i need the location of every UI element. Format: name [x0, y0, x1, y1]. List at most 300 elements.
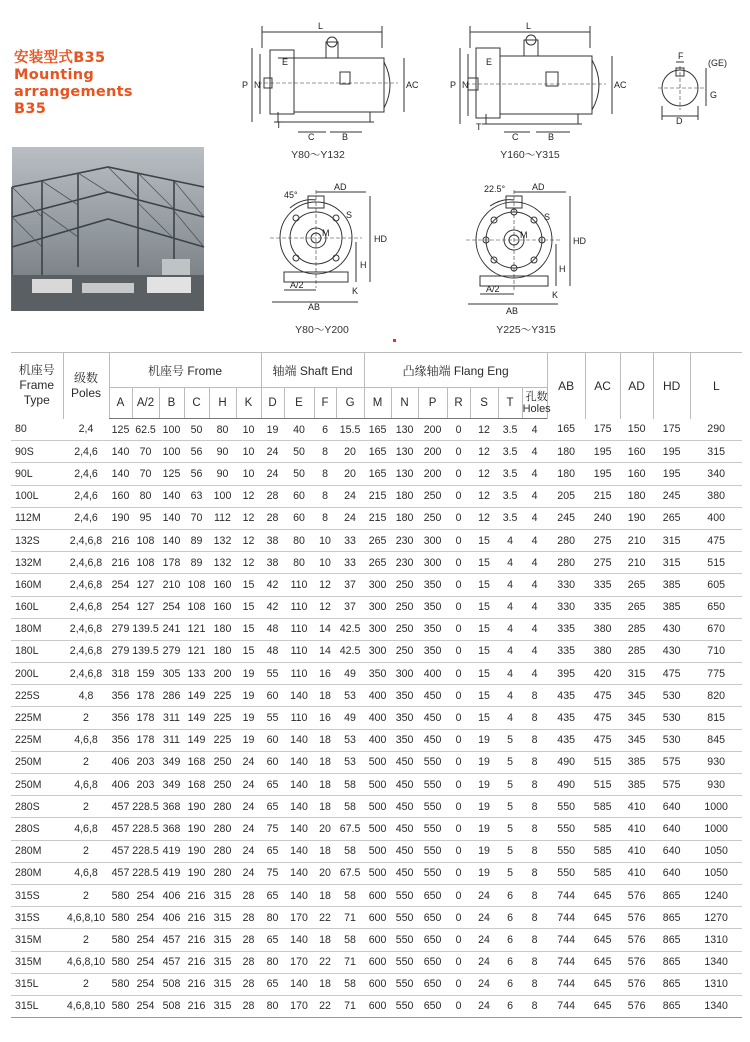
table-cell: 18	[314, 751, 336, 773]
dim-label-S: S	[346, 210, 353, 220]
poles-cell: 2,4,6,8	[63, 596, 109, 618]
table-cell: 250	[209, 774, 236, 796]
table-cell: 500	[364, 796, 391, 818]
table-cell: 140	[159, 507, 184, 529]
table-cell: 0	[447, 685, 470, 707]
table-cell: 70	[184, 507, 209, 529]
table-cell: 24	[336, 485, 364, 507]
table-cell: 28	[236, 951, 261, 973]
frame-type-cell: 180M	[11, 618, 63, 640]
table-cell: 127	[132, 574, 159, 596]
table-cell: 195	[585, 463, 620, 485]
table-cell: 550	[391, 973, 418, 995]
table-cell: 580	[109, 884, 132, 906]
table-cell: 435	[547, 685, 585, 707]
table-cell: 80	[261, 907, 284, 929]
table-cell: 435	[547, 729, 585, 751]
table-cell: 0	[447, 640, 470, 662]
table-cell: 6	[498, 995, 522, 1017]
frame-type-cell: 90S	[11, 441, 63, 463]
header-frame-cn: 机座号	[18, 363, 55, 378]
table-cell: 48	[261, 618, 284, 640]
table-cell: 56	[184, 441, 209, 463]
table-cell: 160	[620, 441, 653, 463]
table-cell: 335	[585, 574, 620, 596]
table-cell: 10	[236, 441, 261, 463]
table-cell: 930	[690, 751, 742, 773]
table-cell: 10	[314, 552, 336, 574]
table-cell: 576	[620, 884, 653, 906]
table-cell: 645	[585, 884, 620, 906]
table-cell: 8	[522, 818, 547, 840]
table-cell: 6	[498, 973, 522, 995]
table-cell: 0	[447, 663, 470, 685]
table-cell: 165	[364, 441, 391, 463]
table-cell: 58	[336, 774, 364, 796]
table-cell: 110	[284, 640, 314, 662]
table-cell: 4	[498, 552, 522, 574]
header-group-shaft-end: 轴端 Shaft End	[261, 353, 364, 388]
table-cell: 190	[184, 796, 209, 818]
table-cell: 500	[364, 818, 391, 840]
table-cell: 640	[653, 840, 690, 862]
table-cell: 350	[364, 663, 391, 685]
table-row	[11, 685, 742, 707]
table-cell: 8	[522, 796, 547, 818]
table-cell: 311	[159, 707, 184, 729]
header-holes-cn: 孔数	[525, 391, 548, 403]
table-cell: 475	[585, 729, 620, 751]
header-R: R	[447, 388, 470, 419]
table-cell: 215	[364, 507, 391, 529]
table-row	[11, 419, 742, 441]
table-row	[11, 729, 742, 751]
table-cell: 600	[364, 973, 391, 995]
table-cell: 744	[547, 884, 585, 906]
table-cell: 180	[391, 485, 418, 507]
frame-type-cell: 315L	[11, 995, 63, 1017]
dim-label-AD: AD	[532, 182, 545, 192]
table-cell: 110	[284, 707, 314, 729]
table-cell: 5	[498, 751, 522, 773]
header-F: F	[314, 388, 336, 419]
table-cell: 19	[236, 663, 261, 685]
table-cell: 75	[261, 862, 284, 884]
table-cell: 12	[236, 552, 261, 574]
dim-label-B: B	[548, 132, 555, 142]
table-cell: 265	[653, 507, 690, 529]
frame-type-cell: 160L	[11, 596, 63, 618]
header-E: E	[284, 388, 314, 419]
header-holes-en: Holes	[522, 403, 551, 415]
table-cell: 20	[314, 818, 336, 840]
table-cell: 215	[364, 485, 391, 507]
table-cell: 585	[585, 840, 620, 862]
end-small-angle-label: 45°	[284, 190, 298, 200]
table-cell: 744	[547, 929, 585, 951]
table-cell: 0	[447, 951, 470, 973]
side-view-drawing-large	[446, 18, 626, 143]
dim-label-F: F	[678, 51, 684, 61]
table-cell: 350	[391, 729, 418, 751]
table-cell: 71	[336, 907, 364, 929]
dim-label-HD: HD	[573, 236, 586, 246]
table-cell: 12	[470, 419, 498, 441]
table-cell: 350	[391, 685, 418, 707]
table-cell: 550	[418, 796, 447, 818]
table-cell: 865	[653, 929, 690, 951]
table-cell: 203	[132, 774, 159, 796]
table-cell: 275	[585, 552, 620, 574]
table-cell: 350	[418, 596, 447, 618]
table-cell: 228.5	[132, 862, 159, 884]
frame-type-cell: 100L	[11, 485, 63, 507]
table-cell: 12	[236, 507, 261, 529]
table-cell: 149	[184, 707, 209, 729]
table-row	[11, 618, 742, 640]
table-cell: 12	[470, 507, 498, 529]
table-cell: 490	[547, 774, 585, 796]
table-cell: 19	[470, 840, 498, 862]
table-cell: 110	[284, 574, 314, 596]
mounting-title	[14, 50, 184, 118]
table-row	[11, 884, 742, 906]
table-cell: 24	[236, 774, 261, 796]
table-cell: 8	[522, 907, 547, 929]
table-cell: 80	[132, 485, 159, 507]
table-cell: 110	[284, 596, 314, 618]
table-cell: 19	[236, 729, 261, 751]
table-cell: 8	[314, 485, 336, 507]
table-cell: 60	[284, 507, 314, 529]
header-group-flange: 凸缘轴端 Flang Eng	[364, 353, 547, 388]
frame-type-cell: 250M	[11, 751, 63, 773]
table-cell: 530	[653, 729, 690, 751]
table-cell: 1310	[690, 929, 742, 951]
table-cell: 475	[585, 685, 620, 707]
table-cell: 254	[132, 884, 159, 906]
table-cell: 4	[498, 663, 522, 685]
table-cell: 4	[522, 529, 547, 551]
header-M: M	[364, 388, 391, 419]
table-cell: 457	[159, 929, 184, 951]
table-cell: 210	[159, 574, 184, 596]
table-cell: 19	[470, 818, 498, 840]
table-cell: 744	[547, 951, 585, 973]
table-cell: 650	[418, 951, 447, 973]
table-cell: 0	[447, 818, 470, 840]
table-cell: 450	[391, 774, 418, 796]
table-cell: 8	[522, 862, 547, 884]
frame-type-cell: 280M	[11, 862, 63, 884]
table-cell: 22	[314, 995, 336, 1017]
table-cell: 5	[498, 796, 522, 818]
table-cell: 216	[184, 884, 209, 906]
table-cell: 4	[522, 640, 547, 662]
table-cell: 95	[132, 507, 159, 529]
table-cell: 15	[236, 640, 261, 662]
table-cell: 178	[132, 707, 159, 729]
table-cell: 585	[585, 818, 620, 840]
table-cell: 10	[236, 419, 261, 441]
table-row	[11, 818, 742, 840]
table-cell: 80	[209, 419, 236, 441]
table-row	[11, 774, 742, 796]
table-cell: 19	[236, 707, 261, 729]
table-cell: 400	[364, 707, 391, 729]
table-cell: 130	[391, 419, 418, 441]
table-cell: 140	[284, 818, 314, 840]
table-cell: 108	[132, 552, 159, 574]
table-cell: 49	[336, 707, 364, 729]
table-cell: 48	[261, 640, 284, 662]
table-cell: 406	[109, 751, 132, 773]
table-cell: 18	[314, 774, 336, 796]
table-cell: 600	[364, 907, 391, 929]
table-cell: 315	[209, 995, 236, 1017]
header-B: B	[159, 388, 184, 419]
table-cell: 216	[109, 529, 132, 551]
table-cell: 190	[184, 840, 209, 862]
poles-cell: 4,6,8,10	[63, 907, 109, 929]
table-cell: 0	[447, 485, 470, 507]
table-cell: 19	[470, 751, 498, 773]
table-cell: 0	[447, 840, 470, 862]
dim-label-AC: AC	[614, 80, 627, 90]
table-row	[11, 929, 742, 951]
table-cell: 3.5	[498, 485, 522, 507]
table-cell: 190	[184, 862, 209, 884]
table-cell: 175	[585, 419, 620, 441]
table-cell: 0	[447, 574, 470, 596]
table-cell: 140	[109, 441, 132, 463]
dim-label-C: C	[512, 132, 519, 142]
table-cell: 203	[132, 751, 159, 773]
poles-cell: 2,4,6	[63, 485, 109, 507]
table-cell: 0	[447, 529, 470, 551]
table-cell: 645	[585, 907, 620, 929]
table-cell: 12	[236, 529, 261, 551]
end-view-drawing-large	[458, 178, 588, 318]
header-poles-en: Poles	[70, 385, 102, 400]
table-cell: 1340	[690, 951, 742, 973]
table-cell: 280	[209, 796, 236, 818]
table-cell: 550	[547, 862, 585, 884]
table-cell: 140	[159, 529, 184, 551]
table-row	[11, 574, 742, 596]
table-cell: 8	[522, 951, 547, 973]
dim-label-AB: AB	[506, 306, 519, 316]
table-cell: 140	[284, 751, 314, 773]
dim-label-E: E	[486, 57, 493, 67]
table-cell: 65	[261, 884, 284, 906]
table-cell: 200	[418, 419, 447, 441]
table-cell: 400	[690, 507, 742, 529]
table-cell: 160	[209, 596, 236, 618]
table-cell: 410	[620, 862, 653, 884]
table-cell: 280	[209, 862, 236, 884]
table-cell: 225	[209, 685, 236, 707]
table-cell: 245	[547, 507, 585, 529]
table-cell: 250	[391, 596, 418, 618]
table-cell: 435	[547, 707, 585, 729]
poles-cell: 2	[63, 929, 109, 951]
table-cell: 575	[653, 774, 690, 796]
table-cell: 406	[159, 907, 184, 929]
table-cell: 4	[522, 663, 547, 685]
table-cell: 168	[184, 751, 209, 773]
table-cell: 37	[336, 574, 364, 596]
table-cell: 450	[418, 685, 447, 707]
table-cell: 125	[109, 419, 132, 441]
table-cell: 60	[261, 751, 284, 773]
table-cell: 250	[418, 507, 447, 529]
table-cell: 20	[336, 463, 364, 485]
dim-label-K: K	[552, 290, 559, 300]
table-cell: 20	[336, 441, 364, 463]
table-cell: 3.5	[498, 441, 522, 463]
table-row	[11, 951, 742, 973]
table-row	[11, 507, 742, 529]
table-cell: 15	[470, 596, 498, 618]
dim-label-N: N	[254, 80, 261, 90]
table-cell: 159	[132, 663, 159, 685]
table-cell: 12	[236, 485, 261, 507]
dim-label-H: H	[360, 260, 367, 270]
table-cell: 600	[364, 884, 391, 906]
poles-cell: 4,8	[63, 685, 109, 707]
table-cell: 18	[314, 729, 336, 751]
table-cell: 15	[470, 707, 498, 729]
table-cell: 53	[336, 751, 364, 773]
table-cell: 3.5	[498, 507, 522, 529]
table-cell: 190	[184, 818, 209, 840]
table-cell: 645	[585, 995, 620, 1017]
dim-label-AC: AC	[406, 80, 419, 90]
table-cell: 132	[209, 529, 236, 551]
table-cell: 4	[522, 419, 547, 441]
table-cell: 19	[236, 685, 261, 707]
table-cell: 140	[159, 485, 184, 507]
table-cell: 0	[447, 995, 470, 1017]
table-cell: 216	[184, 995, 209, 1017]
table-cell: 70	[132, 463, 159, 485]
table-cell: 265	[620, 574, 653, 596]
table-cell: 315	[653, 552, 690, 574]
table-cell: 180	[620, 485, 653, 507]
table-cell: 300	[418, 529, 447, 551]
table-cell: 0	[447, 973, 470, 995]
table-cell: 228.5	[132, 840, 159, 862]
table-cell: 1310	[690, 973, 742, 995]
poles-cell: 2,4,6,8	[63, 552, 109, 574]
table-cell: 80	[284, 529, 314, 551]
table-cell: 4	[498, 640, 522, 662]
table-cell: 55	[261, 663, 284, 685]
poles-cell: 4,6,8,10	[63, 995, 109, 1017]
table-cell: 22	[314, 951, 336, 973]
table-cell: 645	[585, 973, 620, 995]
table-row	[11, 840, 742, 862]
table-cell: 6	[498, 929, 522, 951]
table-cell: 0	[447, 596, 470, 618]
table-cell: 250	[418, 485, 447, 507]
table-cell: 178	[132, 729, 159, 751]
frame-type-cell: 315L	[11, 973, 63, 995]
table-cell: 457	[109, 796, 132, 818]
frame-type-cell: 225S	[11, 685, 63, 707]
table-cell: 710	[690, 640, 742, 662]
table-cell: 580	[109, 973, 132, 995]
table-cell: 0	[447, 929, 470, 951]
table-cell: 24	[470, 907, 498, 929]
table-cell: 1050	[690, 862, 742, 884]
poles-cell: 2	[63, 973, 109, 995]
table-cell: 89	[184, 552, 209, 574]
header-frame-en-1: Frame	[19, 378, 55, 393]
table-cell: 100	[209, 485, 236, 507]
dim-label-C: C	[308, 132, 315, 142]
table-cell: 195	[585, 441, 620, 463]
table-cell: 640	[653, 796, 690, 818]
table-cell: 24	[236, 796, 261, 818]
table-cell: 300	[364, 596, 391, 618]
table-cell: 350	[418, 618, 447, 640]
table-cell: 58	[336, 884, 364, 906]
table-cell: 315	[653, 529, 690, 551]
table-cell: 530	[653, 685, 690, 707]
table-cell: 140	[109, 463, 132, 485]
table-cell: 845	[690, 729, 742, 751]
table-cell: 24	[236, 862, 261, 884]
table-cell: 290	[690, 419, 742, 441]
table-cell: 121	[184, 618, 209, 640]
table-cell: 315	[209, 907, 236, 929]
table-cell: 24	[236, 751, 261, 773]
table-cell: 368	[159, 818, 184, 840]
dim-label-P: P	[242, 80, 249, 90]
table-cell: 550	[418, 840, 447, 862]
table-cell: 345	[620, 707, 653, 729]
table-cell: 419	[159, 862, 184, 884]
table-row	[11, 463, 742, 485]
table-cell: 1270	[690, 907, 742, 929]
table-cell: 385	[653, 574, 690, 596]
table-cell: 15	[470, 529, 498, 551]
poles-cell: 2,4,6,8	[63, 529, 109, 551]
table-cell: 216	[184, 929, 209, 951]
table-cell: 550	[391, 929, 418, 951]
table-cell: 140	[284, 796, 314, 818]
table-cell: 140	[284, 884, 314, 906]
table-cell: 53	[336, 729, 364, 751]
table-cell: 550	[391, 951, 418, 973]
table-row	[11, 552, 742, 574]
table-cell: 335	[547, 640, 585, 662]
table-cell: 139.5	[132, 618, 159, 640]
table-cell: 280	[547, 529, 585, 551]
table-cell: 508	[159, 995, 184, 1017]
table-cell: 305	[159, 663, 184, 685]
poles-cell: 2	[63, 840, 109, 862]
table-cell: 250	[391, 618, 418, 640]
table-cell: 400	[364, 685, 391, 707]
table-cell: 28	[236, 884, 261, 906]
frame-type-cell: 90L	[11, 463, 63, 485]
table-cell: 350	[418, 574, 447, 596]
table-row	[11, 485, 742, 507]
table-cell: 15	[236, 618, 261, 640]
